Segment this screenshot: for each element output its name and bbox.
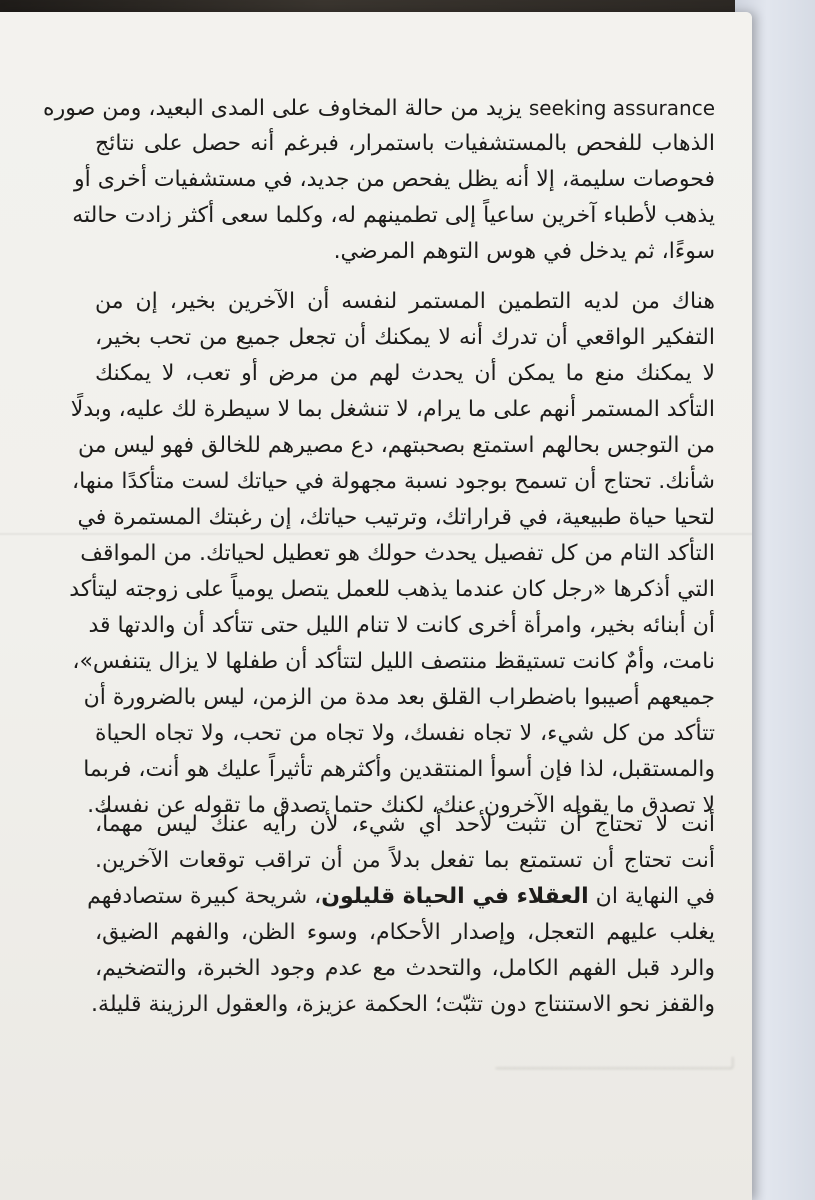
text-line xyxy=(95,126,715,162)
faded-bleedthrough: لــــــــــــــــــــــــــــــــــــــــــــــــــ xyxy=(495,1054,735,1073)
book-page xyxy=(0,12,752,1200)
text-line xyxy=(72,644,715,680)
text-line xyxy=(91,987,715,1023)
text-line xyxy=(95,843,715,879)
text-line xyxy=(83,752,715,788)
text-line xyxy=(72,464,715,500)
text-line xyxy=(95,356,715,392)
adjacent-page-text xyxy=(743,130,813,150)
text-segment: يزيد من حالة المخاوف على المدى البعيد، ومن صوره xyxy=(43,96,529,121)
text-line xyxy=(87,879,715,915)
text-segment: أنت لا تحتاج أن تثبت لأحد أي شيء، لأن رأيه عنك ليس مهماً، xyxy=(95,812,715,837)
text-segment: في النهاية ان xyxy=(588,884,715,909)
text-segment: من التوجس بحالهم استمتع بصحبتهم، دع مصيرهم للخالق فهو ليس من xyxy=(78,433,715,458)
text-line xyxy=(70,392,715,428)
text-line xyxy=(95,234,715,270)
text-line xyxy=(95,716,715,752)
text-segment: تتأكد من كل شيء، لا تجاه نفسك، ولا تجاه من تحب، ولا تجاه الحياة xyxy=(95,721,715,746)
text-segment: التي أذكرها «رجل كان عندما يذهب للعمل يتصل يومياً على زوجته ليتأكد xyxy=(69,577,715,602)
text-line xyxy=(95,807,715,843)
text-line xyxy=(78,428,715,464)
text-line xyxy=(95,284,715,320)
text-segment: التأكد التام من كل تفصيل يحدث حولك هو تعطيل لحياتك. من المواقف xyxy=(80,541,715,566)
text-segment: لا يمكنك منع ما يمكن أن يحدث لهم من مرض أو تعب، لا يمكنك xyxy=(95,361,715,386)
text-line xyxy=(83,680,715,716)
text-segment: لا تصدق ما يقوله الآخرون عنك، لكنك حتما تصدق ما تقوله عن نفسك. xyxy=(87,793,715,818)
text-line xyxy=(80,536,715,572)
text-line xyxy=(77,500,715,536)
text-segment: نامت، وأمٌ كانت تستيقظ منتصف الليل لتتأكد أن طفلها لا يزال يتنفس»، xyxy=(72,649,715,674)
bold-phrase: العقلاء في الحياة قليلون xyxy=(321,884,589,909)
text-segment: جميعهم أصيبوا باضطراب القلق بعد مدة من الزمن، ليس بالضرورة أن xyxy=(83,685,715,710)
adjacent-page-text xyxy=(743,250,813,270)
text-segment: شأنك. تحتاج أن تسمح بوجود نسبة مجهولة في حياتك لست متأكدًا منها، xyxy=(72,469,715,494)
text-segment: يغلب عليهم التعجل، وإصدار الأحكام، وسوء الظن، والفهم الضيق، xyxy=(95,920,715,945)
paragraph-3 xyxy=(87,807,715,1023)
text-line xyxy=(88,608,715,644)
adjacent-page-text xyxy=(743,190,813,210)
text-line xyxy=(72,198,715,234)
text-segment: هناك من لديه التطمين المستمر لنفسه أن الآخرين بخير، إن من xyxy=(95,289,715,314)
text-segment: والقفز نحو الاستنتاج دون تثبّت؛ الحكمة عزيزة، والعقول الرزينة قليلة. xyxy=(91,992,715,1017)
text-segment: سوءًا، ثم يدخل في هوس التوهم المرضي. xyxy=(333,239,715,264)
text-line xyxy=(43,90,715,126)
paragraph-1 xyxy=(43,90,715,270)
text-segment: يذهب لأطباء آخرين ساعياً إلى تطمينهم له، وكلما سعى أكثر زادت حالته xyxy=(72,203,715,228)
text-segment: لتحيا حياة طبيعية، في قراراتك، وترتيب حياتك، إن رغبتك المستمرة في xyxy=(77,505,715,530)
text-segment: أنت تحتاج أن تستمتع بما تفعل بدلاً من أن تراقب توقعات الآخرين. xyxy=(95,848,715,873)
latin-term: seeking assurance xyxy=(528,96,715,120)
text-segment: والرد قبل الفهم الكامل، والتحدث مع عدم وجود الخبرة، والتضخيم، xyxy=(95,956,715,981)
text-segment: الذهاب للفحص بالمستشفيات باستمرار، فبرغم أنه حصل على نتائج xyxy=(95,131,715,156)
text-line xyxy=(95,915,715,951)
text-segment: التأكد المستمر أنهم على ما يرام، لا تنشغل بما لا سيطرة لك عليه، وبدلًا xyxy=(70,397,715,422)
paragraph-2 xyxy=(69,284,715,824)
text-segment: فحوصات سليمة، إلا أنه يظل يفحص من جديد، في مستشفيات أخرى أو xyxy=(74,167,715,192)
adjacent-page-text xyxy=(743,310,813,330)
text-segment: التفكير الواقعي أن تدرك أنه لا يمكنك أن تجعل جميع من تحب بخير، xyxy=(95,325,715,350)
adjacent-page-text xyxy=(743,70,813,90)
text-line xyxy=(74,162,715,198)
text-segment: والمستقبل، لذا فإن أسوأ المنتقدين وأكثرهم تأثيراً عليك هو أنت، فربما xyxy=(83,757,715,782)
text-segment: أن أبنائه بخير، وامرأة أخرى كانت لا تنام الليل حتى تتأكد أن والدتها قد xyxy=(88,613,715,638)
text-line xyxy=(69,572,715,608)
text-line xyxy=(95,951,715,987)
text-line xyxy=(95,320,715,356)
text-segment: ، شريحة كبيرة ستصادفهم xyxy=(87,884,322,909)
